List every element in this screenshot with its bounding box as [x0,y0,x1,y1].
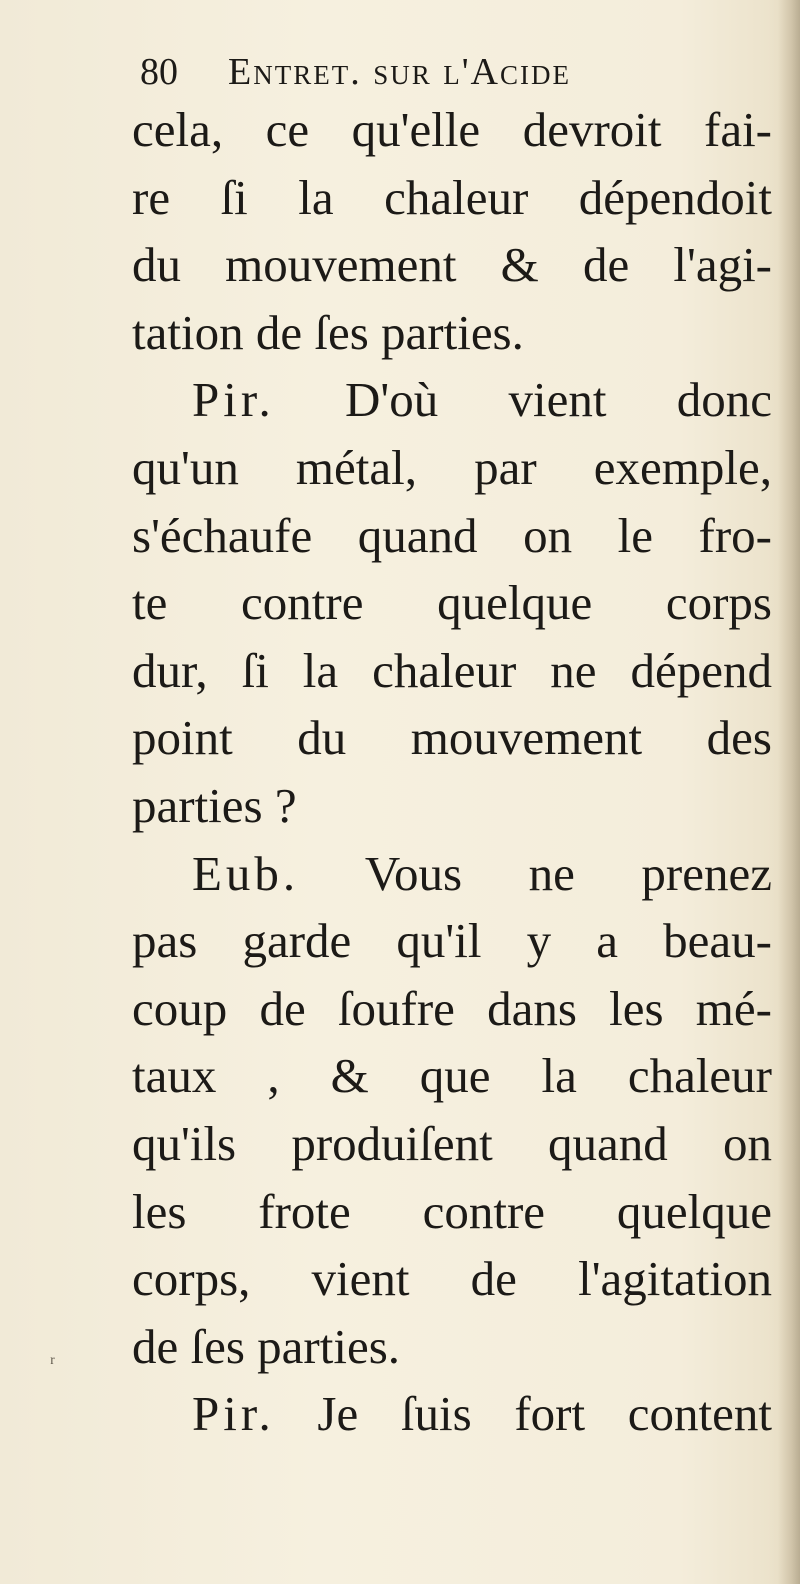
text-line [132,907,772,975]
text-line [132,975,772,1043]
ink-speck: ʳ [50,1350,55,1375]
text-line [132,772,772,840]
line-text: Vous ne prenez [299,845,772,901]
text-line [132,1313,772,1381]
line-text: qu'un métal, par exemple, [132,439,772,495]
text-line [132,231,772,299]
speaker-label: Pir. [192,1386,275,1442]
page-edge-shadow [778,0,800,1584]
line-text: corps, vient de l'agitation [132,1251,772,1307]
text-line [132,1178,772,1246]
line-text: point du mouvement des [132,710,772,766]
line-text: qu'ils produiſent quand on [132,1115,772,1171]
page-number: 80 [140,51,178,93]
speaker-label: Pir. [192,372,275,428]
line-text: pas garde qu'il y a beau- [132,913,772,969]
text-line [132,1110,772,1178]
text-line [132,96,772,164]
line-text: parties ? [132,777,297,833]
line-text: Je ſuis fort content [274,1386,772,1442]
line-text: D'où vient donc [274,372,772,428]
line-text: coup de ſoufre dans les mé- [132,980,772,1036]
text-line [132,637,772,705]
text-line [132,1042,772,1110]
text-line [132,569,772,637]
speaker-label: Eub. [192,845,300,901]
line-text: s'échaufe quand on le fro- [132,507,772,563]
body-text [132,96,772,1448]
text-line [132,164,772,232]
speaker-line [132,1380,772,1448]
line-text: cela, ce qu'elle devroit fai- [132,102,772,157]
text-line [132,434,772,502]
line-text: du mouvement & de l'agi- [132,237,772,293]
line-text: les frote contre quelque [132,1183,772,1239]
line-text: taux , & que la chaleur [132,1048,772,1104]
line-text: dur, ſi la chaleur ne dépend [132,642,772,698]
running-title: Entret. sur l'Acide [228,51,571,93]
line-text: de ſes parties. [132,1318,401,1374]
line-text: tation de ſes parties. [132,304,524,360]
text-line [132,299,772,367]
running-header [140,42,760,102]
text-line [132,1245,772,1313]
speaker-line [132,366,772,434]
text-line [132,502,772,570]
line-text: te contre quelque corps [132,575,772,631]
text-line [132,704,772,772]
line-text: re ſi la chaleur dépendoit [132,169,772,225]
speaker-line [132,840,772,908]
